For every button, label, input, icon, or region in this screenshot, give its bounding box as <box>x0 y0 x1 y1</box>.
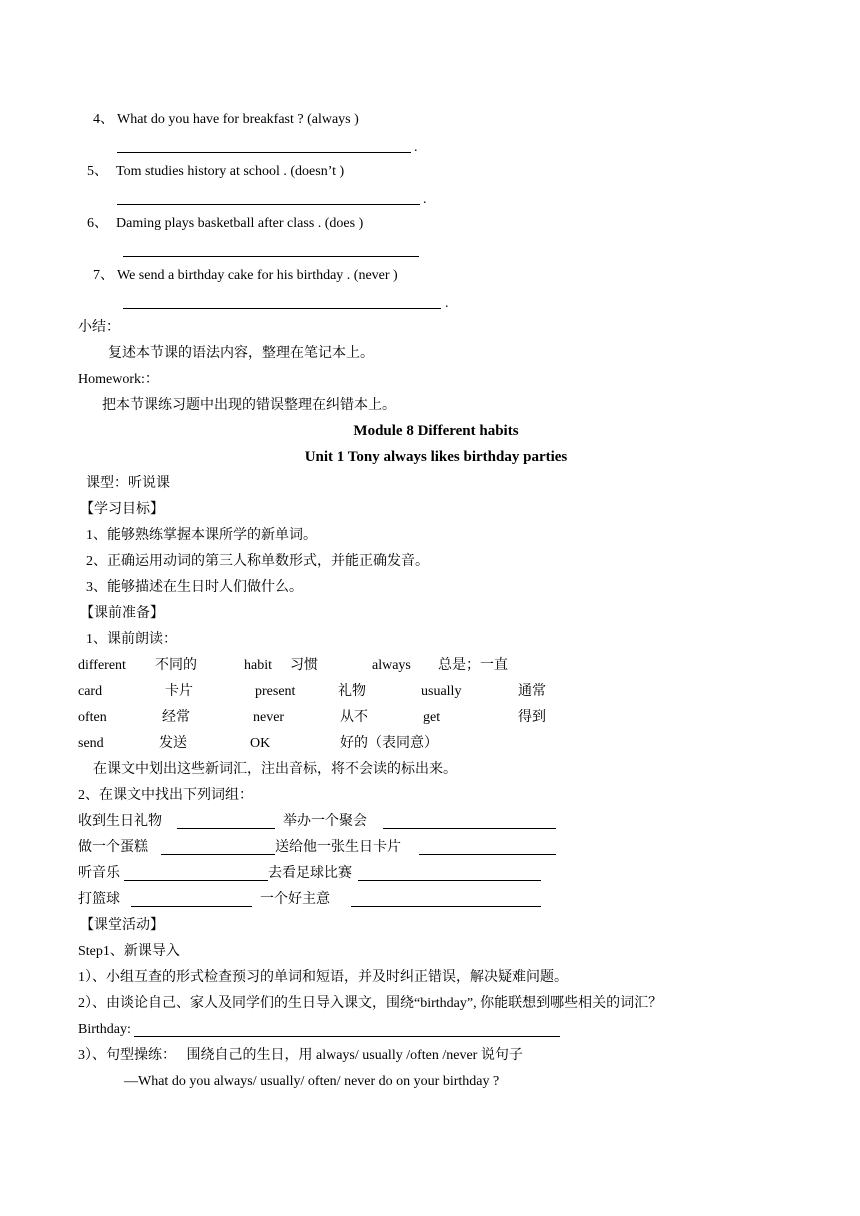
vocab-word: habit <box>244 658 272 673</box>
phrase-answer-line <box>419 854 556 855</box>
phrase-answer-line <box>131 906 252 907</box>
homework-heading: Homework:： <box>78 372 159 387</box>
vocab-meaning: 经常 <box>162 710 190 725</box>
vocab-word: card <box>78 684 103 699</box>
summary-heading: 小结： <box>78 320 120 335</box>
module-title: Module 8 Different habits <box>353 423 519 439</box>
exercise-sentence: Tom studies history at school . (doesn’t ) <box>116 164 345 179</box>
goal-item: 3、能够描述在生日时人们做什么。 <box>86 580 303 595</box>
phrase-prompt: 听音乐 <box>78 866 120 881</box>
goal-item: 1、能够熟练掌握本课所学的新单词。 <box>86 528 317 543</box>
phrase-prompt: 收到生日礼物 <box>78 814 162 829</box>
phrase-answer-line <box>161 854 275 855</box>
answer-period: . <box>414 140 418 155</box>
prep-heading: 【课前准备】 <box>80 606 164 621</box>
vocab-meaning: 不同的 <box>155 658 197 673</box>
activities-heading: 【课堂活动】 <box>80 918 164 933</box>
vocab-word: get <box>423 710 441 725</box>
answer-line <box>123 256 419 257</box>
practice-question: —What do you always/ usually/ often/ never do on your birthday ? <box>124 1074 500 1089</box>
vocab-meaning: 通常 <box>518 684 546 699</box>
answer-line <box>123 308 441 309</box>
vocab-meaning: 发送 <box>159 736 187 751</box>
answer-period: . <box>423 192 427 207</box>
phrase-prompt: 做一个蛋糕 <box>78 840 148 855</box>
vocab-meaning: 从不 <box>340 710 368 725</box>
answer-line <box>117 152 411 153</box>
exercise-number: 7、 <box>93 268 114 283</box>
vocab-meaning: 好的（表同意） <box>340 736 438 751</box>
exercise-sentence: We send a birthday cake for his birthday . (never ) <box>117 268 398 283</box>
summary-text: 复述本节课的语法内容，整理在笔记本上。 <box>108 346 374 361</box>
exercise-sentence: Daming plays basketball after class . (does ) <box>116 216 364 231</box>
activity-item: 1）、小组互查的形式检查预习的单词和短语，并及时纠正错误，解决疑难问题。 <box>78 970 568 985</box>
vocab-word: send <box>78 736 104 751</box>
phrase-answer-line <box>177 828 275 829</box>
phrase-answer-line <box>351 906 541 907</box>
vocab-word: different <box>78 658 126 673</box>
phrase-prompt: 去看足球比赛 <box>268 866 352 881</box>
phrase-answer-line <box>383 828 556 829</box>
vocab-word: present <box>255 684 296 699</box>
exercise-sentence: What do you have for breakfast ? (always ) <box>117 112 359 127</box>
lesson-type: 课型：听说课 <box>86 476 170 491</box>
activity-item: 2）、由谈论自己、家人及同学们的生日导入课文，围绕“birthday”, 你能联想到哪些相关的词汇？ <box>78 996 663 1011</box>
vocab-word: always <box>372 658 411 673</box>
goals-heading: 【学习目标】 <box>80 502 164 517</box>
birthday-label: Birthday: <box>78 1022 131 1037</box>
vocab-word: usually <box>421 684 462 699</box>
vocab-meaning: 总是；一直 <box>438 658 508 673</box>
phrase-prompt: 一个好主意 <box>260 892 330 907</box>
vocab-meaning: 习惯 <box>290 658 318 673</box>
unit-title: Unit 1 Tony always likes birthday parties <box>304 449 568 465</box>
reading-heading: 1、课前朗读： <box>86 632 177 647</box>
vocab-meaning: 得到 <box>518 710 546 725</box>
phrase-prompt: 举办一个聚会 <box>283 814 367 829</box>
vocab-word: often <box>78 710 107 725</box>
phrase-prompt: 送给他一张生日卡片 <box>275 840 401 855</box>
vocab-meaning: 礼物 <box>338 684 366 699</box>
exercise-number: 4、 <box>93 112 114 127</box>
phrase-answer-line <box>358 880 541 881</box>
phrases-heading: 2、在课文中找出下列词组： <box>78 788 253 803</box>
vocab-word: OK <box>250 736 271 751</box>
vocab-note: 在课文中划出这些新词汇，注出音标，将不会读的标出来。 <box>93 762 457 777</box>
step1-heading: Step1、新课导入 <box>78 944 180 959</box>
vocab-meaning: 卡片 <box>165 684 193 699</box>
phrase-answer-line <box>124 880 268 881</box>
phrase-prompt: 打篮球 <box>78 892 120 907</box>
goal-item: 2、正确运用动词的第三人称单数形式，并能正确发音。 <box>86 554 429 569</box>
vocab-word: never <box>253 710 285 725</box>
answer-line <box>117 204 420 205</box>
homework-text: 把本节课练习题中出现的错误整理在纠错本上。 <box>102 398 396 413</box>
birthday-answer-line <box>134 1036 560 1037</box>
exercise-number: 5、 <box>87 164 108 179</box>
answer-period: . <box>445 296 449 311</box>
activity-item: 3）、句型操练： 围绕自己的生日，用 always/ usually /often /never 说句子 <box>78 1048 523 1063</box>
exercise-number: 6、 <box>87 216 108 231</box>
